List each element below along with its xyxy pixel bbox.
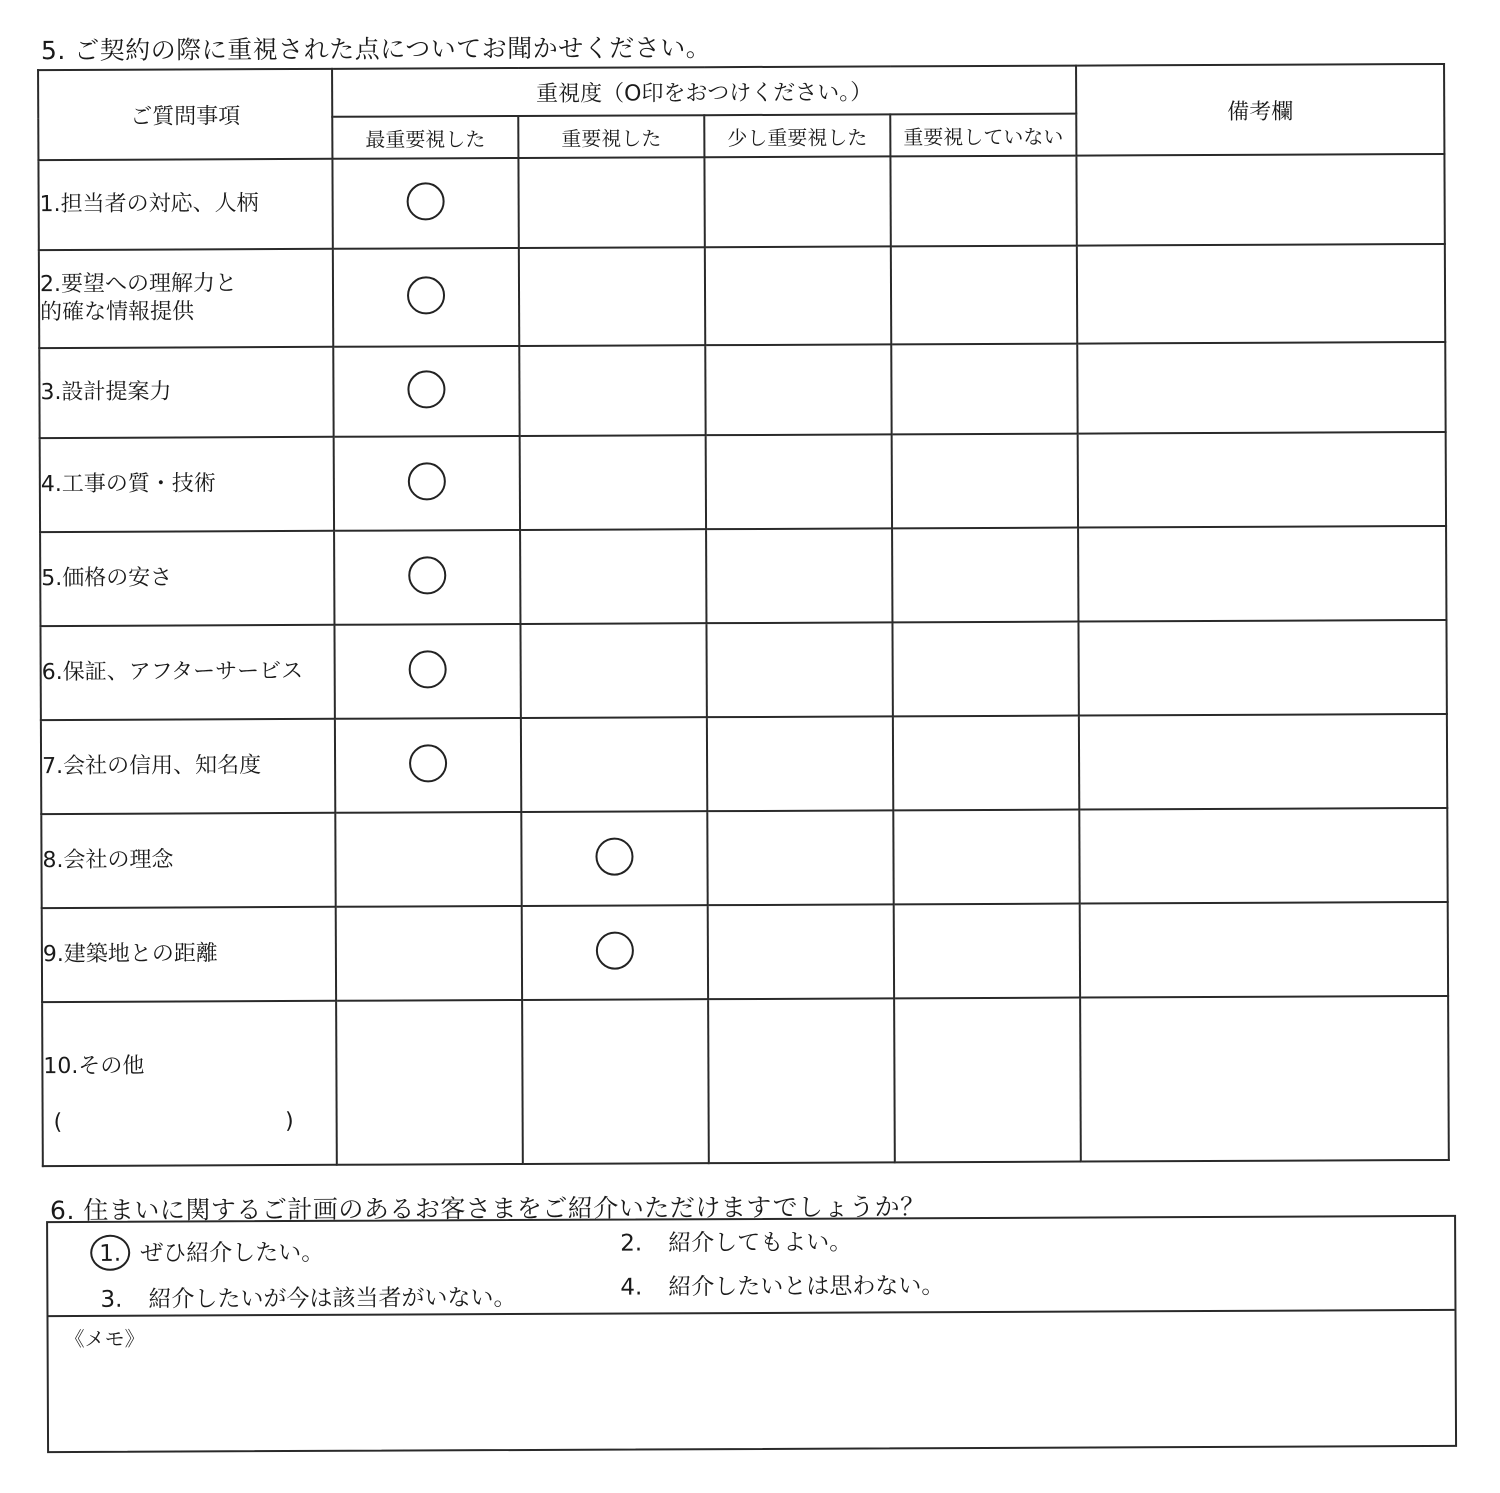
referral-option-2[interactable] [620,1224,852,1258]
table-row [41,808,1447,908]
paren-close: ) [284,1108,294,1135]
mark-cell[interactable] [336,906,522,1001]
row-label: 6.保証、アフターサービス [40,625,334,720]
mark-cell[interactable] [893,716,1079,811]
option-2-number: 2. [620,1230,643,1257]
mark-cell[interactable] [894,904,1080,999]
table-row [40,432,1446,532]
mark-cell[interactable] [522,999,709,1164]
option-3-text: 紹介したいが今は該当者がいない。 [148,1285,517,1313]
mark-cell[interactable] [334,436,520,531]
mark-cell[interactable] [521,717,707,812]
mark-cell[interactable] [704,156,890,247]
mark-cell[interactable] [708,904,894,999]
notes-cell[interactable] [1077,244,1445,344]
mark-cell[interactable] [335,718,521,813]
row-label: 2.要望への理解力と 的確な情報提供 [39,249,333,348]
memo-label: 《メモ》 [64,1326,145,1351]
referral-option-1[interactable] [90,1234,324,1271]
row-label: 9.建築地との距離 [42,907,336,1002]
option-1-number-circled: 1. [90,1235,130,1271]
circle-mark-icon [407,370,445,408]
mark-cell[interactable] [333,346,519,437]
row-label: 5.価格の安さ [40,531,334,626]
table-row [40,526,1446,626]
question-column-header: ご質問事項 [38,69,332,160]
mark-cell[interactable] [332,158,518,249]
mark-cell[interactable] [891,344,1077,435]
mark-cell[interactable] [892,434,1078,529]
other-paren-input[interactable] [44,1108,294,1137]
notes-cell[interactable] [1078,526,1446,622]
row-label: 1.担当者の対応、人柄 [38,159,332,250]
mark-cell[interactable] [891,246,1077,345]
table-row [39,342,1445,438]
level-header-somewhat-important: 少し重要視した [704,114,890,157]
circle-mark-icon [595,838,633,876]
table-row-other [42,996,1449,1166]
mark-cell[interactable] [892,622,1078,717]
circle-mark-icon [408,462,446,500]
row-label: 7.会社の信用、知名度 [41,719,335,814]
table-row [41,714,1447,814]
notes-cell[interactable] [1079,808,1447,904]
mark-cell[interactable] [520,529,706,624]
notes-cell[interactable] [1076,154,1444,246]
mark-cell[interactable] [892,528,1078,623]
notes-cell[interactable] [1079,714,1447,810]
table-row [38,154,1444,250]
mark-cell[interactable] [335,812,521,907]
table-row [42,902,1448,1002]
mark-cell[interactable] [519,345,705,436]
mark-cell[interactable] [519,247,705,346]
row-label: 8.会社の理念 [41,813,335,908]
table-row [40,620,1446,720]
notes-cell[interactable] [1077,342,1445,434]
mark-cell[interactable] [518,157,704,248]
other-label: 10.その他 [43,1053,145,1080]
level-header-most-important: 最重要視した [332,116,518,159]
question-6-title: 6. 住まいに関するご計画のあるお客さまをご紹介いただけますでしょうか？ [49,1192,926,1226]
mark-cell[interactable] [520,623,706,718]
mark-cell[interactable] [893,810,1079,905]
mark-cell[interactable] [707,716,893,811]
mark-cell[interactable] [708,998,895,1163]
notes-column-header: 備考欄 [1076,64,1444,156]
notes-cell[interactable] [1080,902,1448,998]
importance-table [37,63,1450,1167]
mark-cell[interactable] [706,622,892,717]
mark-cell[interactable] [333,248,519,347]
option-1-text: ぜひ紹介したい。 [140,1239,325,1267]
mark-cell[interactable] [706,528,892,623]
circle-mark-icon [407,276,445,314]
referral-option-3[interactable] [100,1279,516,1314]
option-4-text: 紹介したいとは思わない。 [668,1273,945,1301]
option-3-number: 3. [100,1286,123,1313]
mark-cell[interactable] [521,811,707,906]
mark-cell[interactable] [334,530,520,625]
option-2-text: 紹介してもよい。 [668,1229,853,1257]
row-label-other [42,1001,337,1166]
mark-cell[interactable] [705,246,891,345]
mark-cell[interactable] [336,1000,523,1165]
mark-cell[interactable] [894,998,1081,1163]
circle-mark-icon [409,650,447,688]
level-header-important: 重要視した [518,115,704,158]
circle-mark-icon [408,556,446,594]
mark-cell[interactable] [334,624,520,719]
mark-cell[interactable] [890,156,1076,247]
row-label: 3.設計提案力 [39,347,333,438]
option-4-number: 4. [620,1274,643,1301]
row-label: 4.工事の質・技術 [40,437,334,532]
table-row [39,244,1445,348]
notes-cell[interactable] [1079,620,1447,716]
mark-cell[interactable] [707,810,893,905]
circle-mark-icon [407,182,445,220]
importance-column-header: 重視度（O印をおつけください。） [332,66,1076,117]
mark-cell[interactable] [520,435,706,530]
referral-box [46,1215,1457,1453]
paren-open: ( [53,1110,63,1136]
referral-option-4[interactable] [620,1267,944,1301]
notes-cell[interactable] [1078,432,1446,528]
level-header-not-important: 重要視していない [890,114,1076,157]
circle-mark-icon [409,744,447,782]
circle-mark-icon [596,932,634,970]
notes-cell[interactable] [1080,996,1449,1162]
mark-cell[interactable] [706,434,892,529]
question-5-title: 5. ご契約の際に重視された点についてお聞かせください。 [40,33,712,66]
mark-cell[interactable] [705,344,891,435]
mark-cell[interactable] [522,905,708,1000]
